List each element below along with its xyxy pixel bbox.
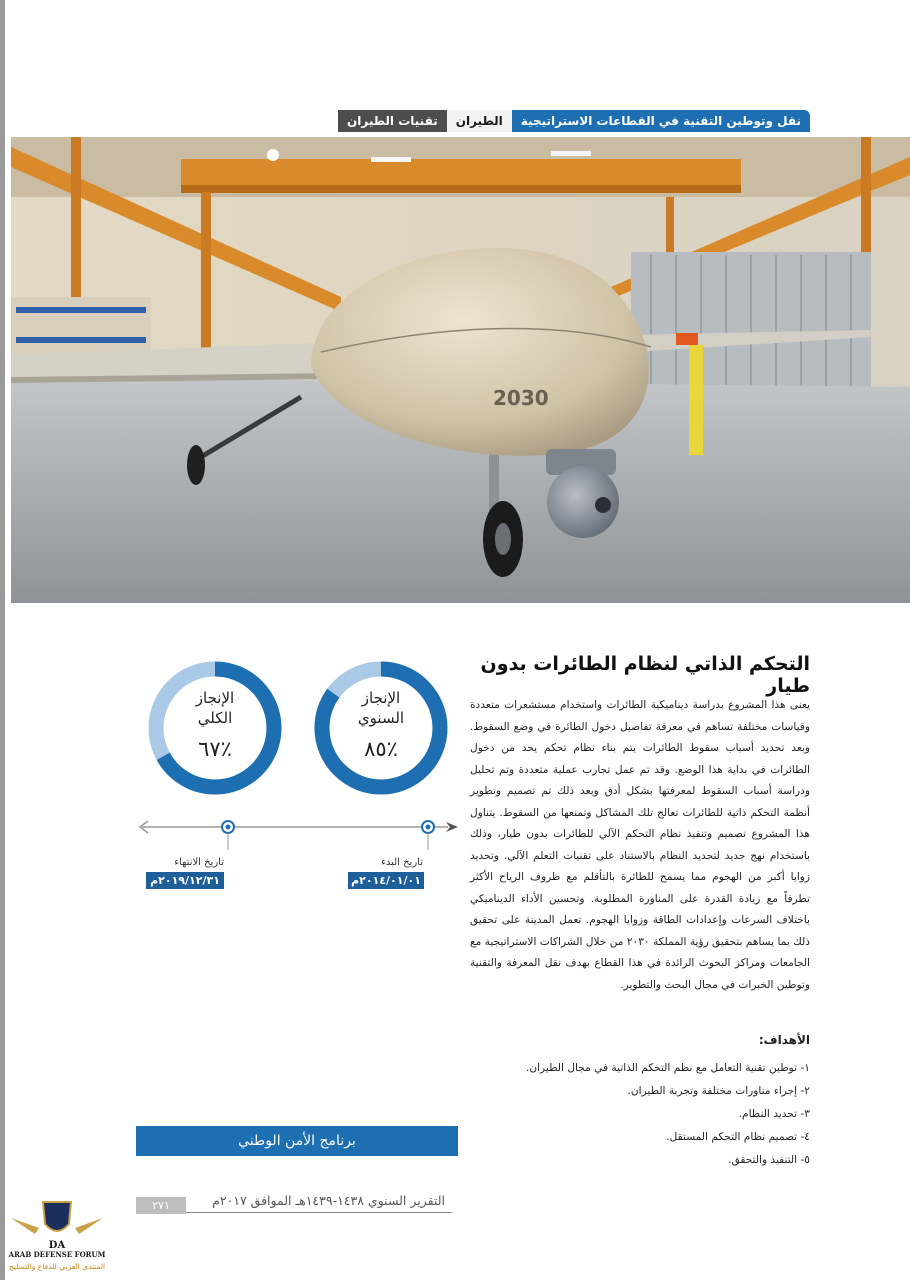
total-progress-ring xyxy=(148,661,282,795)
tail-marking: 2030 xyxy=(493,386,549,410)
logo-letters: DA xyxy=(48,1240,66,1251)
annual-label xyxy=(314,688,448,728)
shield-logo-icon xyxy=(5,1198,109,1252)
watermark-name-en: ARAB DEFENSE FORUM xyxy=(8,1250,106,1259)
arab-defense-forum-watermark xyxy=(5,1198,109,1278)
timeline-axis xyxy=(130,810,470,850)
annual-progress-ring xyxy=(314,661,448,795)
end-date-label: تاريخ الانتهاء xyxy=(174,857,224,868)
annual-value: ٪٨٥ xyxy=(364,737,398,761)
drone-illustration xyxy=(11,137,910,603)
goal-item: ٤- تصميم نظام التحكم المستقل. xyxy=(666,1131,810,1143)
footer-report-title: التقرير السنوي ١٤٣٨-١٤٣٩هـ الموافق ٢٠١٧م xyxy=(212,1193,445,1208)
annual-label-line2: السنوي xyxy=(357,709,405,727)
start-date: ٢٠١٤/٠١/٠١م xyxy=(348,872,424,889)
article-body: يعنى هذا المشروع بدراسة ديناميكية الطائرات واستخدام مستشعرات متعددة وقياسات مختلفة تساهم في معرفة تفاصيل دخول الطائرة في وضع السقوط. وبعد تحديد أسباب سقوط الطائرات يتم بناء نظام تحكم يحد من دخول الطائرات في بداية هذا الوضع. وقد تم عمل تجارب عملية متعددة وتم تحليل ودراسة أسباب السقوط لمعرفتها بشكل أدق وبعد ذلك تم تصميم وتطوير أنظمة التحكم ذاتية للطائرات تعالج تلك المشاكل وتمنعها من السقوط. يتناول هذا المشروع تصميم وتنفيذ نظام التحكم الآلي للطائرات بدون طيار، وذلك باستخدام نهج جديد لتحديد النظام بالاستناد على تقنيات التعلم الآلي. وتحديد زوايا أكبر من الهجوم مما يسمح للطائرة بالتأقلم مع ظروف الرياح الأكثر تطرفاً مع زيادة القدرة على المناورة المطلوبة. وتحسين الأداء الديناميكي باختلاف السرعات وإعدادات الطاقة وزوايا الهجوم. تعمل المدينة على تحقيق ذلك بما يساهم بتحقيق رؤية المملكة ٢٠٣٠ من خلال الشراكات الاستراتيجية مع الجامعات ومراكز البحوث الرائدة في هذا القطاع بهدف نقل المعرفة والتقنية وتوطين الخبرات في مجال البحث والتطوير. xyxy=(470,699,810,991)
section-tab[interactable]: نقل وتوطين التقنية في القطاعات الاستراتيجية xyxy=(512,110,810,132)
total-label xyxy=(148,688,282,728)
goals-title: الأهداف: xyxy=(758,1033,810,1047)
total-ring-chart xyxy=(148,661,282,795)
total-value: ٪٦٧ xyxy=(198,737,232,761)
drone-photo xyxy=(11,137,910,603)
total-label-line1: الإنجاز xyxy=(195,689,235,707)
goal-item: ٢- إجراء مناورات مختلفة وتجربة الطيران. xyxy=(627,1085,810,1097)
goal-item: ٣- تحديد النظام. xyxy=(738,1108,810,1120)
annual-ring-chart xyxy=(314,661,448,795)
sector-tab[interactable]: الطيران xyxy=(447,110,512,132)
goal-item: ٥- التنفيذ والتحقق. xyxy=(728,1154,810,1166)
program-banner: برنامج الأمن الوطني xyxy=(136,1126,458,1156)
header-tabs xyxy=(347,110,810,132)
start-date-label: تاريخ البدء xyxy=(381,857,423,868)
annual-label-line1: الإنجاز xyxy=(361,689,401,707)
project-timeline xyxy=(130,810,470,900)
end-date: ٢٠١٩/١٢/٣١م xyxy=(146,872,224,889)
article-title: التحكم الذاتي لنظام الطائرات بدون طيار xyxy=(480,653,810,697)
page-edge xyxy=(0,0,5,1280)
goal-item: ١- توطين تقنية التعامل مع نظم التحكم الذاتية في مجال الطيران. xyxy=(525,1062,810,1074)
subsection-tab[interactable]: تقنيات الطيران xyxy=(338,110,447,132)
goals-list xyxy=(470,1057,810,1172)
total-label-line2: الكلي xyxy=(197,709,233,727)
watermark-name-ar: المنتدى العربي للدفاع والتسليح xyxy=(8,1262,106,1271)
page-number: ٢٧١ xyxy=(136,1197,186,1214)
